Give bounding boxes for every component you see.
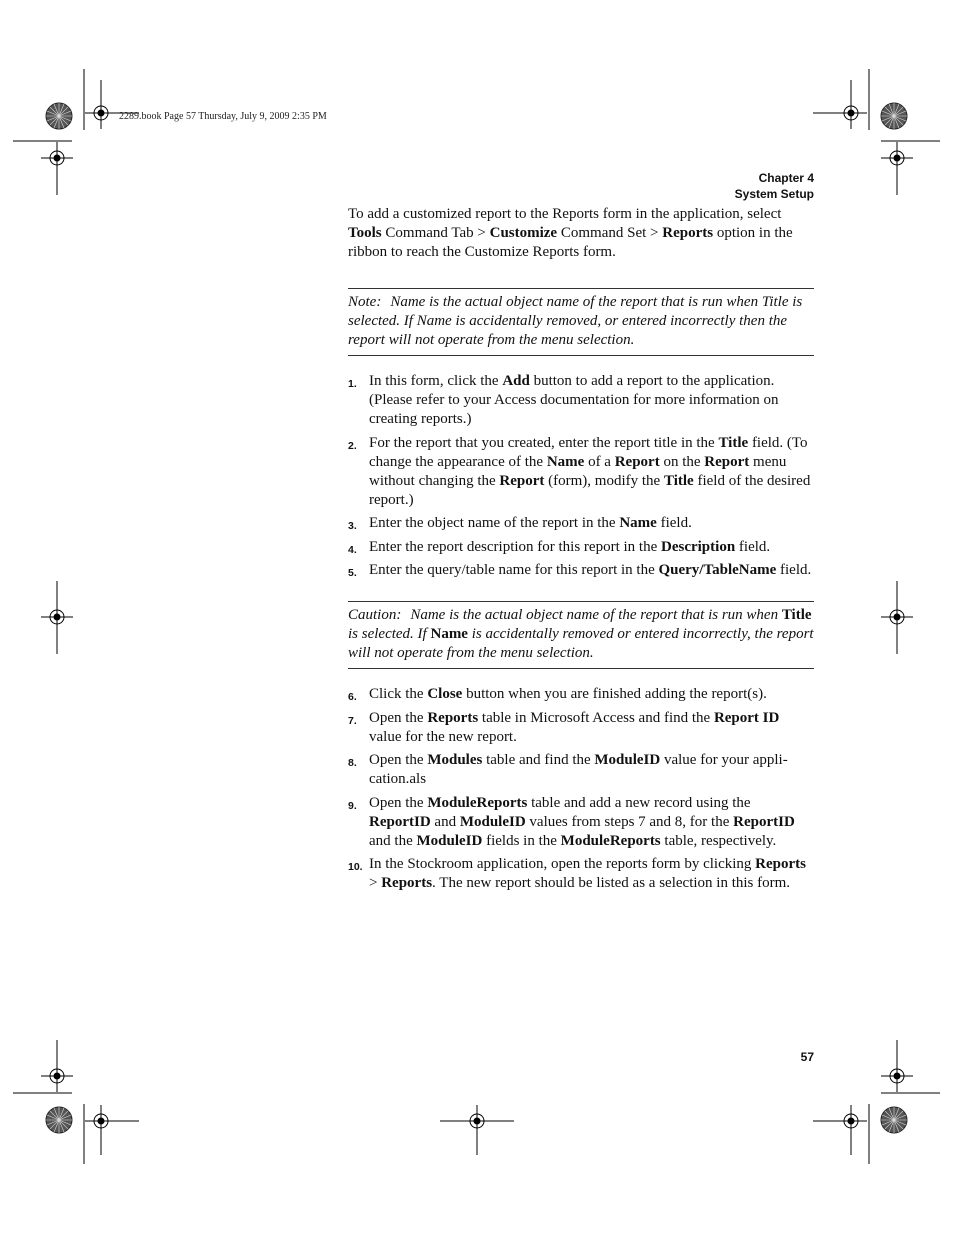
note-box (348, 288, 814, 356)
step-text: Open the (369, 752, 428, 768)
step-text: button to add a report to the application. (Please refer to your Access documentation for more information on creating reports.) (369, 373, 779, 427)
step-text: of a (584, 453, 615, 470)
step-bold-term: Modules (427, 752, 483, 768)
list-item (348, 685, 814, 704)
chapter-label: Chapter 4 (758, 171, 814, 185)
step-bold-term: Name (546, 453, 585, 470)
step-text: Click the (369, 686, 428, 702)
step-number: 6. (348, 691, 357, 703)
intro-bold-tools: Tools (348, 225, 382, 241)
step-text: Open the (369, 709, 428, 726)
step-number: 5. (348, 567, 357, 579)
intro-bold-customize: Customize (489, 225, 558, 241)
steps-list-first (348, 372, 814, 580)
step-number: 2. (348, 439, 357, 452)
step-number: 1. (348, 378, 357, 390)
step-bold-term: ModuleReports (427, 794, 528, 811)
step-bold-term: Report ID (713, 709, 780, 726)
note-text: Name is the actual object name of the report that is run when Title is selected. If Name is accidentally removed, or entered incorrectly then the report will not operate from the menu selection. (348, 294, 803, 348)
caution-text (348, 607, 814, 661)
step-text: field of the desired report.) (369, 472, 811, 508)
step-bold-term: ModuleID (459, 813, 526, 830)
step-text: on the (659, 453, 705, 470)
list-item (348, 434, 814, 510)
intro-text: Command Set > (557, 225, 663, 241)
list-item (348, 751, 814, 789)
intro-text: Command Tab > (381, 225, 490, 241)
step-bold-term: Title (718, 434, 749, 451)
step-text: For the report that you created, enter the report title in the (369, 434, 719, 451)
list-item (348, 561, 814, 580)
list-item (348, 855, 814, 893)
step-text: Enter the query/table name for this report in the (369, 562, 659, 578)
step-text: fields in the (482, 832, 561, 849)
step-bold-term: ModuleID (416, 832, 483, 849)
step-number: 7. (348, 714, 357, 727)
step-text: > (369, 875, 382, 891)
step-bold-term: Reports (755, 856, 806, 872)
step-text: field. (To change the appearance of the (369, 434, 808, 470)
step-text: table in Microsoft Access and find the (478, 709, 714, 726)
step-text: Enter the object name of the report in the (369, 515, 620, 531)
page-content (348, 205, 814, 898)
step-text: button when you are finished adding the report(s). (462, 686, 767, 702)
caution-text-part: is accidentally removed or entered incorrectly, the report will not operate from the menu selection. (348, 626, 814, 661)
book-info-slug: 2289.book Page 57 Thursday, July 9, 2009 2:35 PM (119, 111, 327, 122)
step-text: and (430, 813, 460, 830)
list-item (348, 794, 814, 851)
caution-bold-term: Title (781, 607, 812, 623)
step-text: . The new report should be listed as a selection in this form. (432, 875, 791, 891)
step-number: 3. (348, 520, 357, 532)
caution-bold-term: Name (430, 626, 468, 642)
step-bold-term: Name (619, 515, 657, 531)
step-bold-term: Description (661, 538, 736, 555)
step-text: (form), modify the (544, 472, 664, 489)
steps-list-second (348, 685, 814, 893)
intro-paragraph (348, 205, 814, 262)
step-text: field. (776, 562, 812, 578)
step-bold-term: Title (663, 472, 694, 489)
step-bold-term: Reports (427, 709, 479, 726)
caution-label: Caution: (348, 607, 402, 623)
caution-text-part: is selected. If (348, 626, 431, 642)
intro-bold-reports: Reports (662, 225, 714, 241)
step-bold-term: Close (427, 686, 463, 702)
step-text: Enter the report description for this report in the (369, 538, 661, 555)
step-bold-term: ModuleReports (560, 832, 661, 849)
step-text: and the (369, 832, 417, 849)
step-text: field. (735, 538, 771, 555)
step-number: 9. (348, 799, 357, 812)
running-head (735, 170, 814, 202)
list-item (348, 372, 814, 429)
step-bold-term: ReportID (369, 813, 431, 830)
step-text: field. (656, 515, 692, 531)
step-bold-term: ModuleID (594, 752, 661, 768)
step-bold-term: Report (499, 472, 545, 489)
step-text: table and add a new record using the (527, 794, 751, 811)
intro-text: To add a customized report to the Reports form in the application, select (348, 206, 782, 222)
step-text: menu without changing the (369, 453, 787, 489)
page-number: 57 (800, 1050, 814, 1064)
caution-text-part: Name is the actual object name of the report that is run when (410, 607, 782, 623)
step-bold-term: Query/TableName (658, 562, 777, 578)
step-bold-term: ReportID (733, 813, 795, 830)
list-item (348, 709, 814, 747)
step-bold-term: Report (614, 453, 660, 470)
step-text: Open the (369, 794, 428, 811)
step-text: table and find the (482, 752, 595, 768)
step-number: 8. (348, 757, 357, 769)
step-text: In this form, click the (369, 373, 503, 389)
step-bold-term: Report (704, 453, 750, 470)
caution-box (348, 601, 814, 669)
note-label: Note: (348, 294, 382, 310)
section-label: System Setup (734, 187, 814, 201)
list-item (348, 538, 814, 557)
list-item (348, 514, 814, 533)
step-text: values from steps 7 and 8, for the (525, 813, 734, 830)
step-text: table, respectively. (660, 832, 777, 849)
step-text: value for your appli-cation.als (369, 752, 788, 787)
step-bold-term: Add (502, 373, 530, 389)
step-text: value for the new report. (369, 728, 517, 745)
step-bold-term: Reports (381, 875, 433, 891)
intro-text: option in the ribbon to reach the Customize Reports form. (348, 225, 793, 260)
step-text: In the Stockroom application, open the reports form by clicking (369, 856, 756, 872)
step-number: 4. (348, 543, 357, 556)
step-number: 10. (348, 861, 363, 873)
